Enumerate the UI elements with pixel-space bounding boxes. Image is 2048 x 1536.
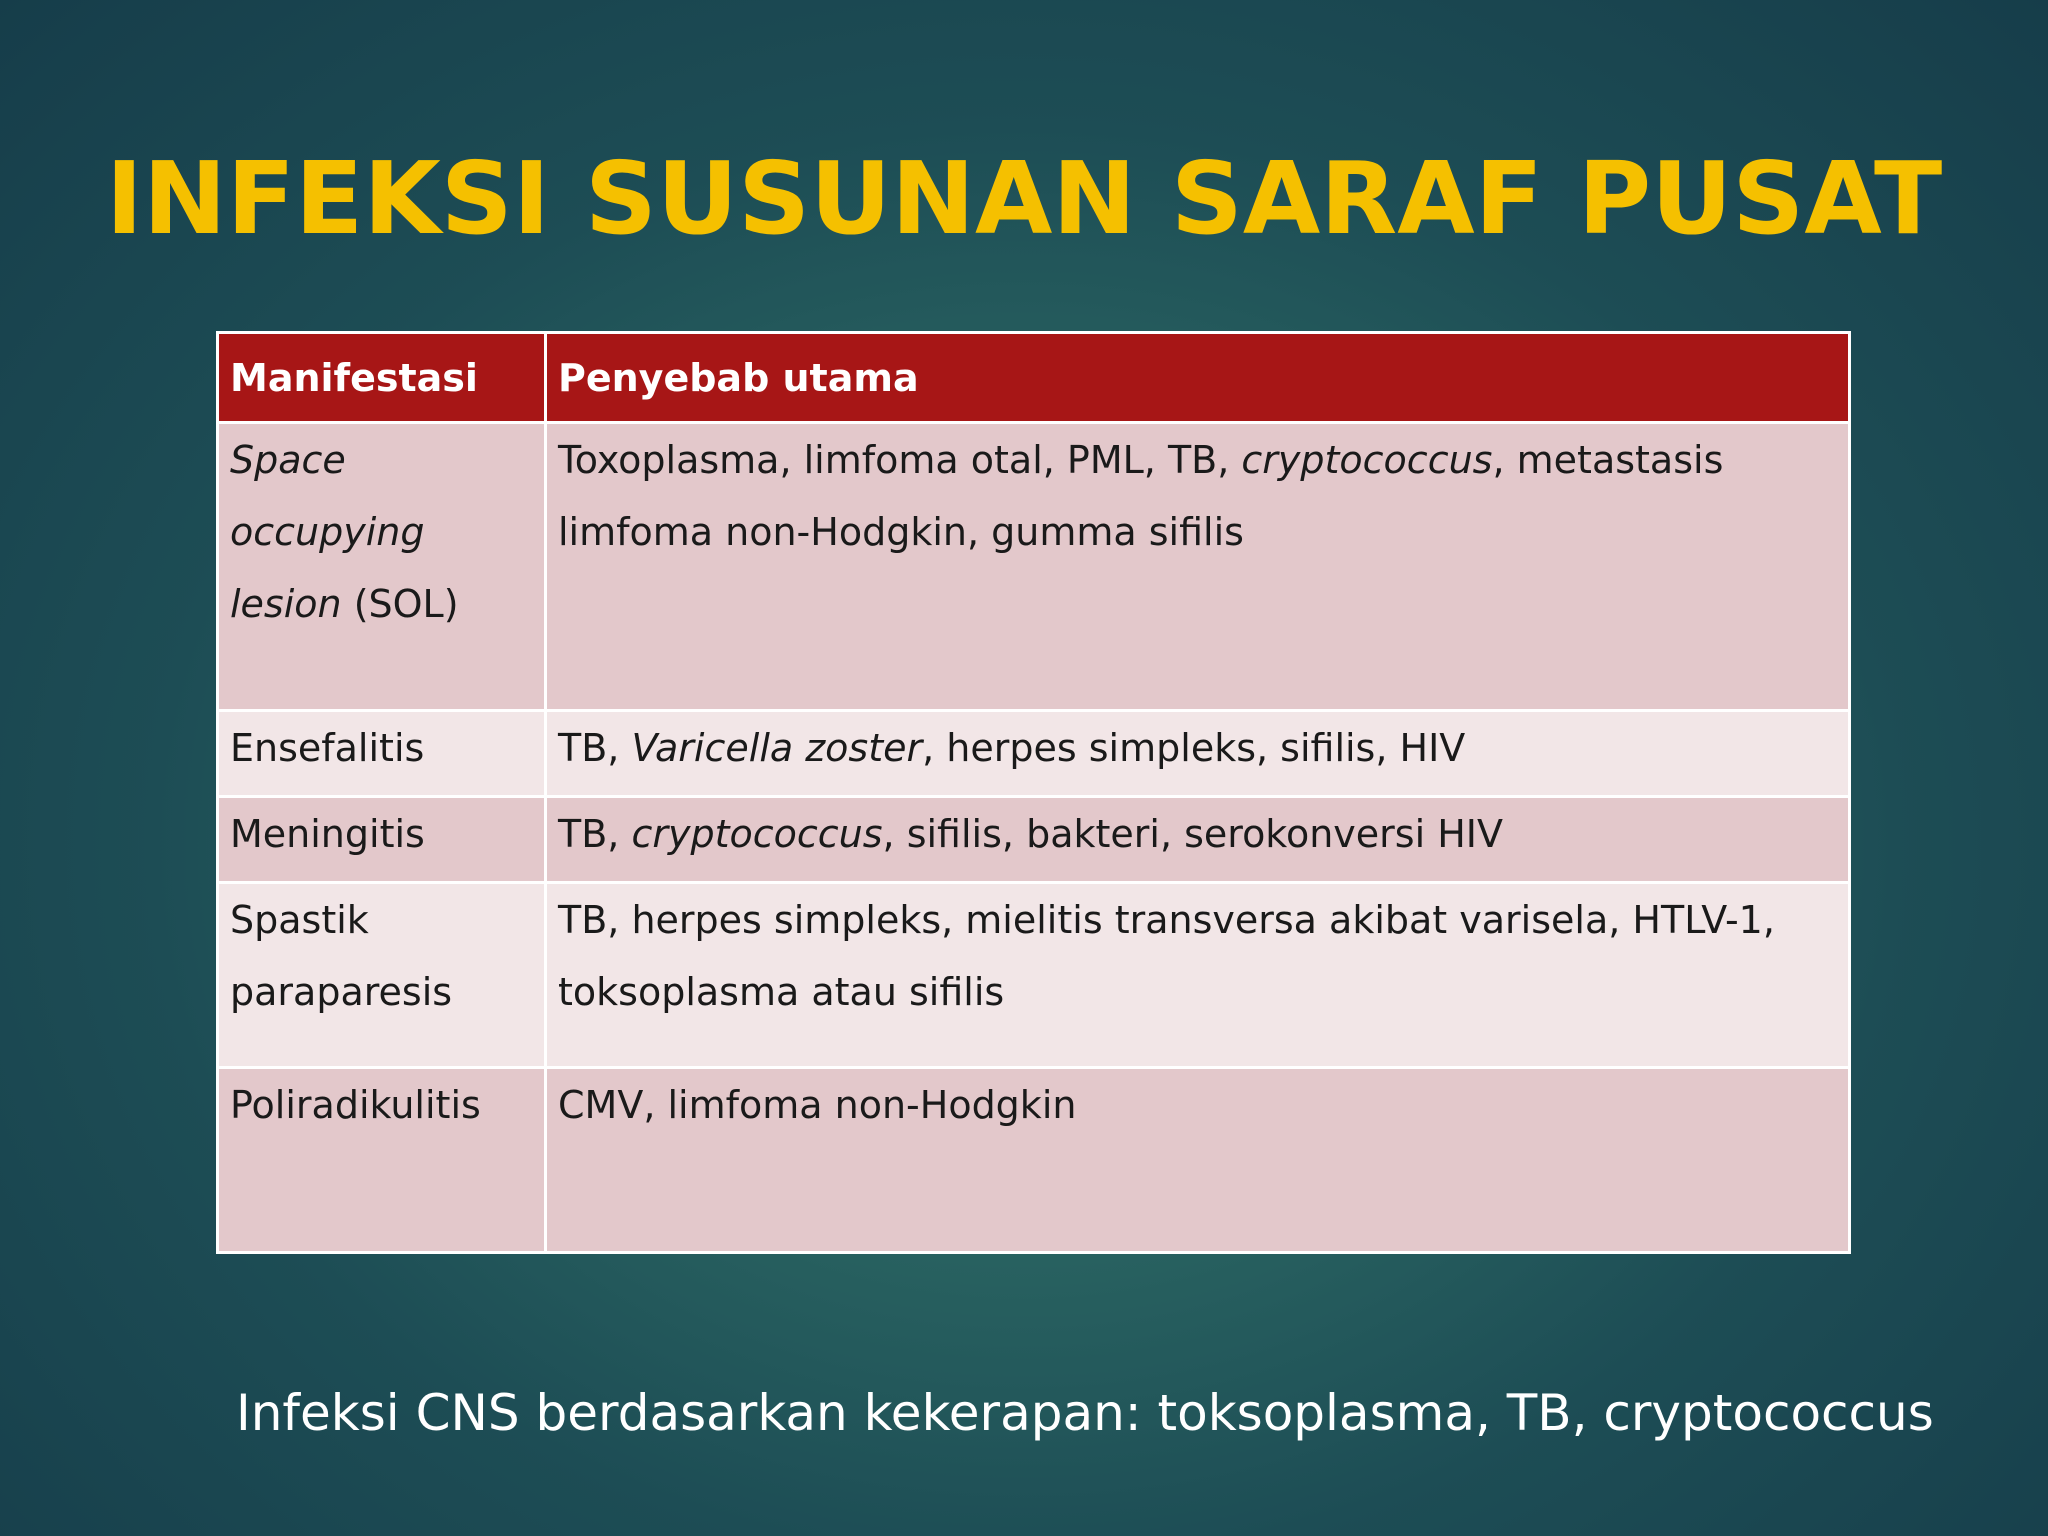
cause-text: , herpes simpleks, sifilis, HIV [922, 726, 1466, 770]
cause-text: TB, [558, 726, 632, 770]
table-row [218, 1068, 1850, 1253]
cause-text: Toxoplasma, limfoma otal, PML, TB, [558, 438, 1242, 482]
header-manifestasi: Manifestasi [218, 333, 546, 423]
cause-cell [546, 797, 1850, 883]
header-penyebab-utama: Penyebab utama [546, 333, 1850, 423]
cause-text: , metastasis limfoma non-Hodgkin, gumma sifilis [558, 438, 1724, 554]
manifestation-cell: Poliradikulitis [218, 1068, 546, 1253]
manifestation-cell: Ensefalitis [218, 711, 546, 797]
table-row [218, 797, 1850, 883]
cause-cell [546, 711, 1850, 797]
cause-text: TB, [558, 812, 632, 856]
slide-title: INFEKSI SUSUNAN SARAF PUSAT [105, 140, 1943, 257]
cause-cell [546, 423, 1850, 711]
footnote: Infeksi CNS berdasarkan kekerapan: toksoplasma, TB, cryptococcus [236, 1384, 1934, 1442]
table-header-row [218, 333, 1850, 423]
manifestation-cell: Spastik paraparesis [218, 883, 546, 1068]
table-row [218, 883, 1850, 1068]
causes-table [216, 331, 1851, 1254]
cause-text: , sifilis, bakteri, serokonversi HIV [882, 812, 1503, 856]
manifestation-text: (SOL) [341, 582, 459, 626]
manifestation-italic: Space occupying lesion [230, 438, 425, 626]
cause-italic: Varicella zoster [631, 726, 923, 770]
manifestation-cell [218, 423, 546, 711]
cause-italic: cryptococcus [631, 812, 883, 856]
table-row [218, 711, 1850, 797]
cause-cell: CMV, limfoma non-Hodgkin [546, 1068, 1850, 1253]
table-row [218, 423, 1850, 711]
cause-italic: cryptococcus [1241, 438, 1493, 482]
cause-cell: TB, herpes simpleks, mielitis transversa akibat varisela, HTLV-1, toksoplasma atau sifilis [546, 883, 1850, 1068]
manifestation-cell: Meningitis [218, 797, 546, 883]
